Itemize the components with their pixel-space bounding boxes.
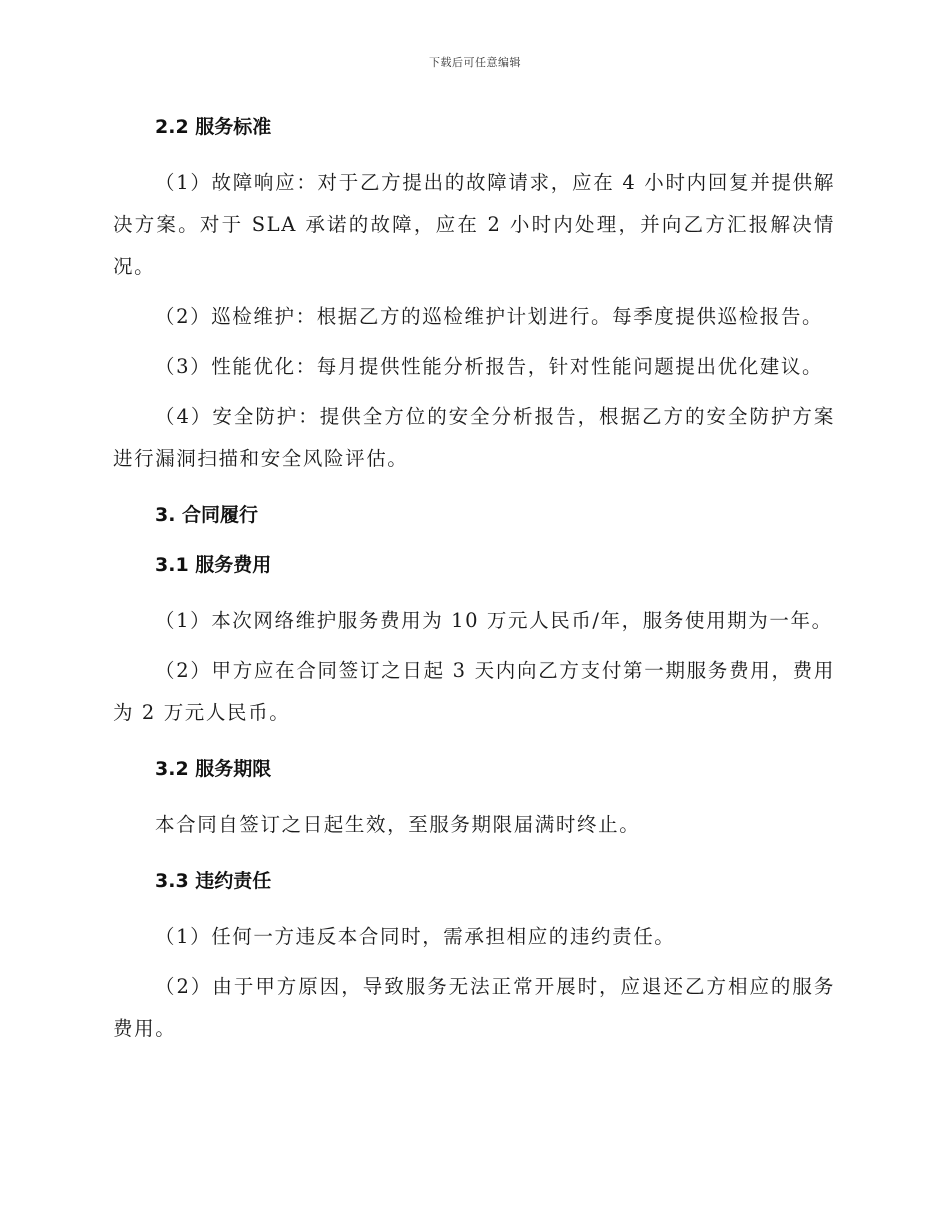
paragraph-service-term: 本合同自签订之日起生效，至服务期限届满时终止。: [155, 813, 641, 836]
section-heading-3-2: 3.2 服务期限: [155, 758, 272, 780]
section-heading-3-1: 3.1 服务费用: [155, 554, 272, 576]
document-body: [113, 112, 835, 1050]
section-heading-2-2: 2.2 服务标准: [155, 116, 272, 138]
paragraph-breach: （1）任何一方违反本合同时，需承担相应的违约责任。: [155, 925, 676, 948]
paragraph-inspection: （2）巡检维护：根据乙方的巡检维护计划进行。每季度提供巡检报告。: [155, 305, 824, 328]
paragraph-performance: （3）性能优化：每月提供性能分析报告，针对性能问题提出优化建议。: [155, 355, 824, 378]
paragraph-refund: （2）由于甲方原因，导致服务无法正常开展时，应退还乙方相应的服务费用。: [113, 975, 835, 1040]
section-heading-3: 3. 合同履行: [155, 504, 259, 526]
paragraph-fault-response: （1）故障响应：对于乙方提出的故障请求，应在 4 小时内回复并提供解决方案。对于 SLA 承诺的故障，应在 2 小时内处理，并向乙方汇报解决情况。: [113, 171, 835, 278]
section-heading-3-3: 3.3 违约责任: [155, 870, 272, 892]
paragraph-security: （4）安全防护：提供全方位的安全分析报告，根据乙方的安全防护方案进行漏洞扫描和安全风险评估。: [113, 405, 835, 470]
paragraph-first-payment: （2）甲方应在合同签订之日起 3 天内向乙方支付第一期服务费用，费用为 2 万元人民币。: [113, 659, 835, 724]
paragraph-service-fee: （1）本次网络维护服务费用为 10 万元人民币/年，服务使用期为一年。: [155, 609, 833, 632]
page-header: 下载后可任意编辑: [429, 56, 521, 69]
